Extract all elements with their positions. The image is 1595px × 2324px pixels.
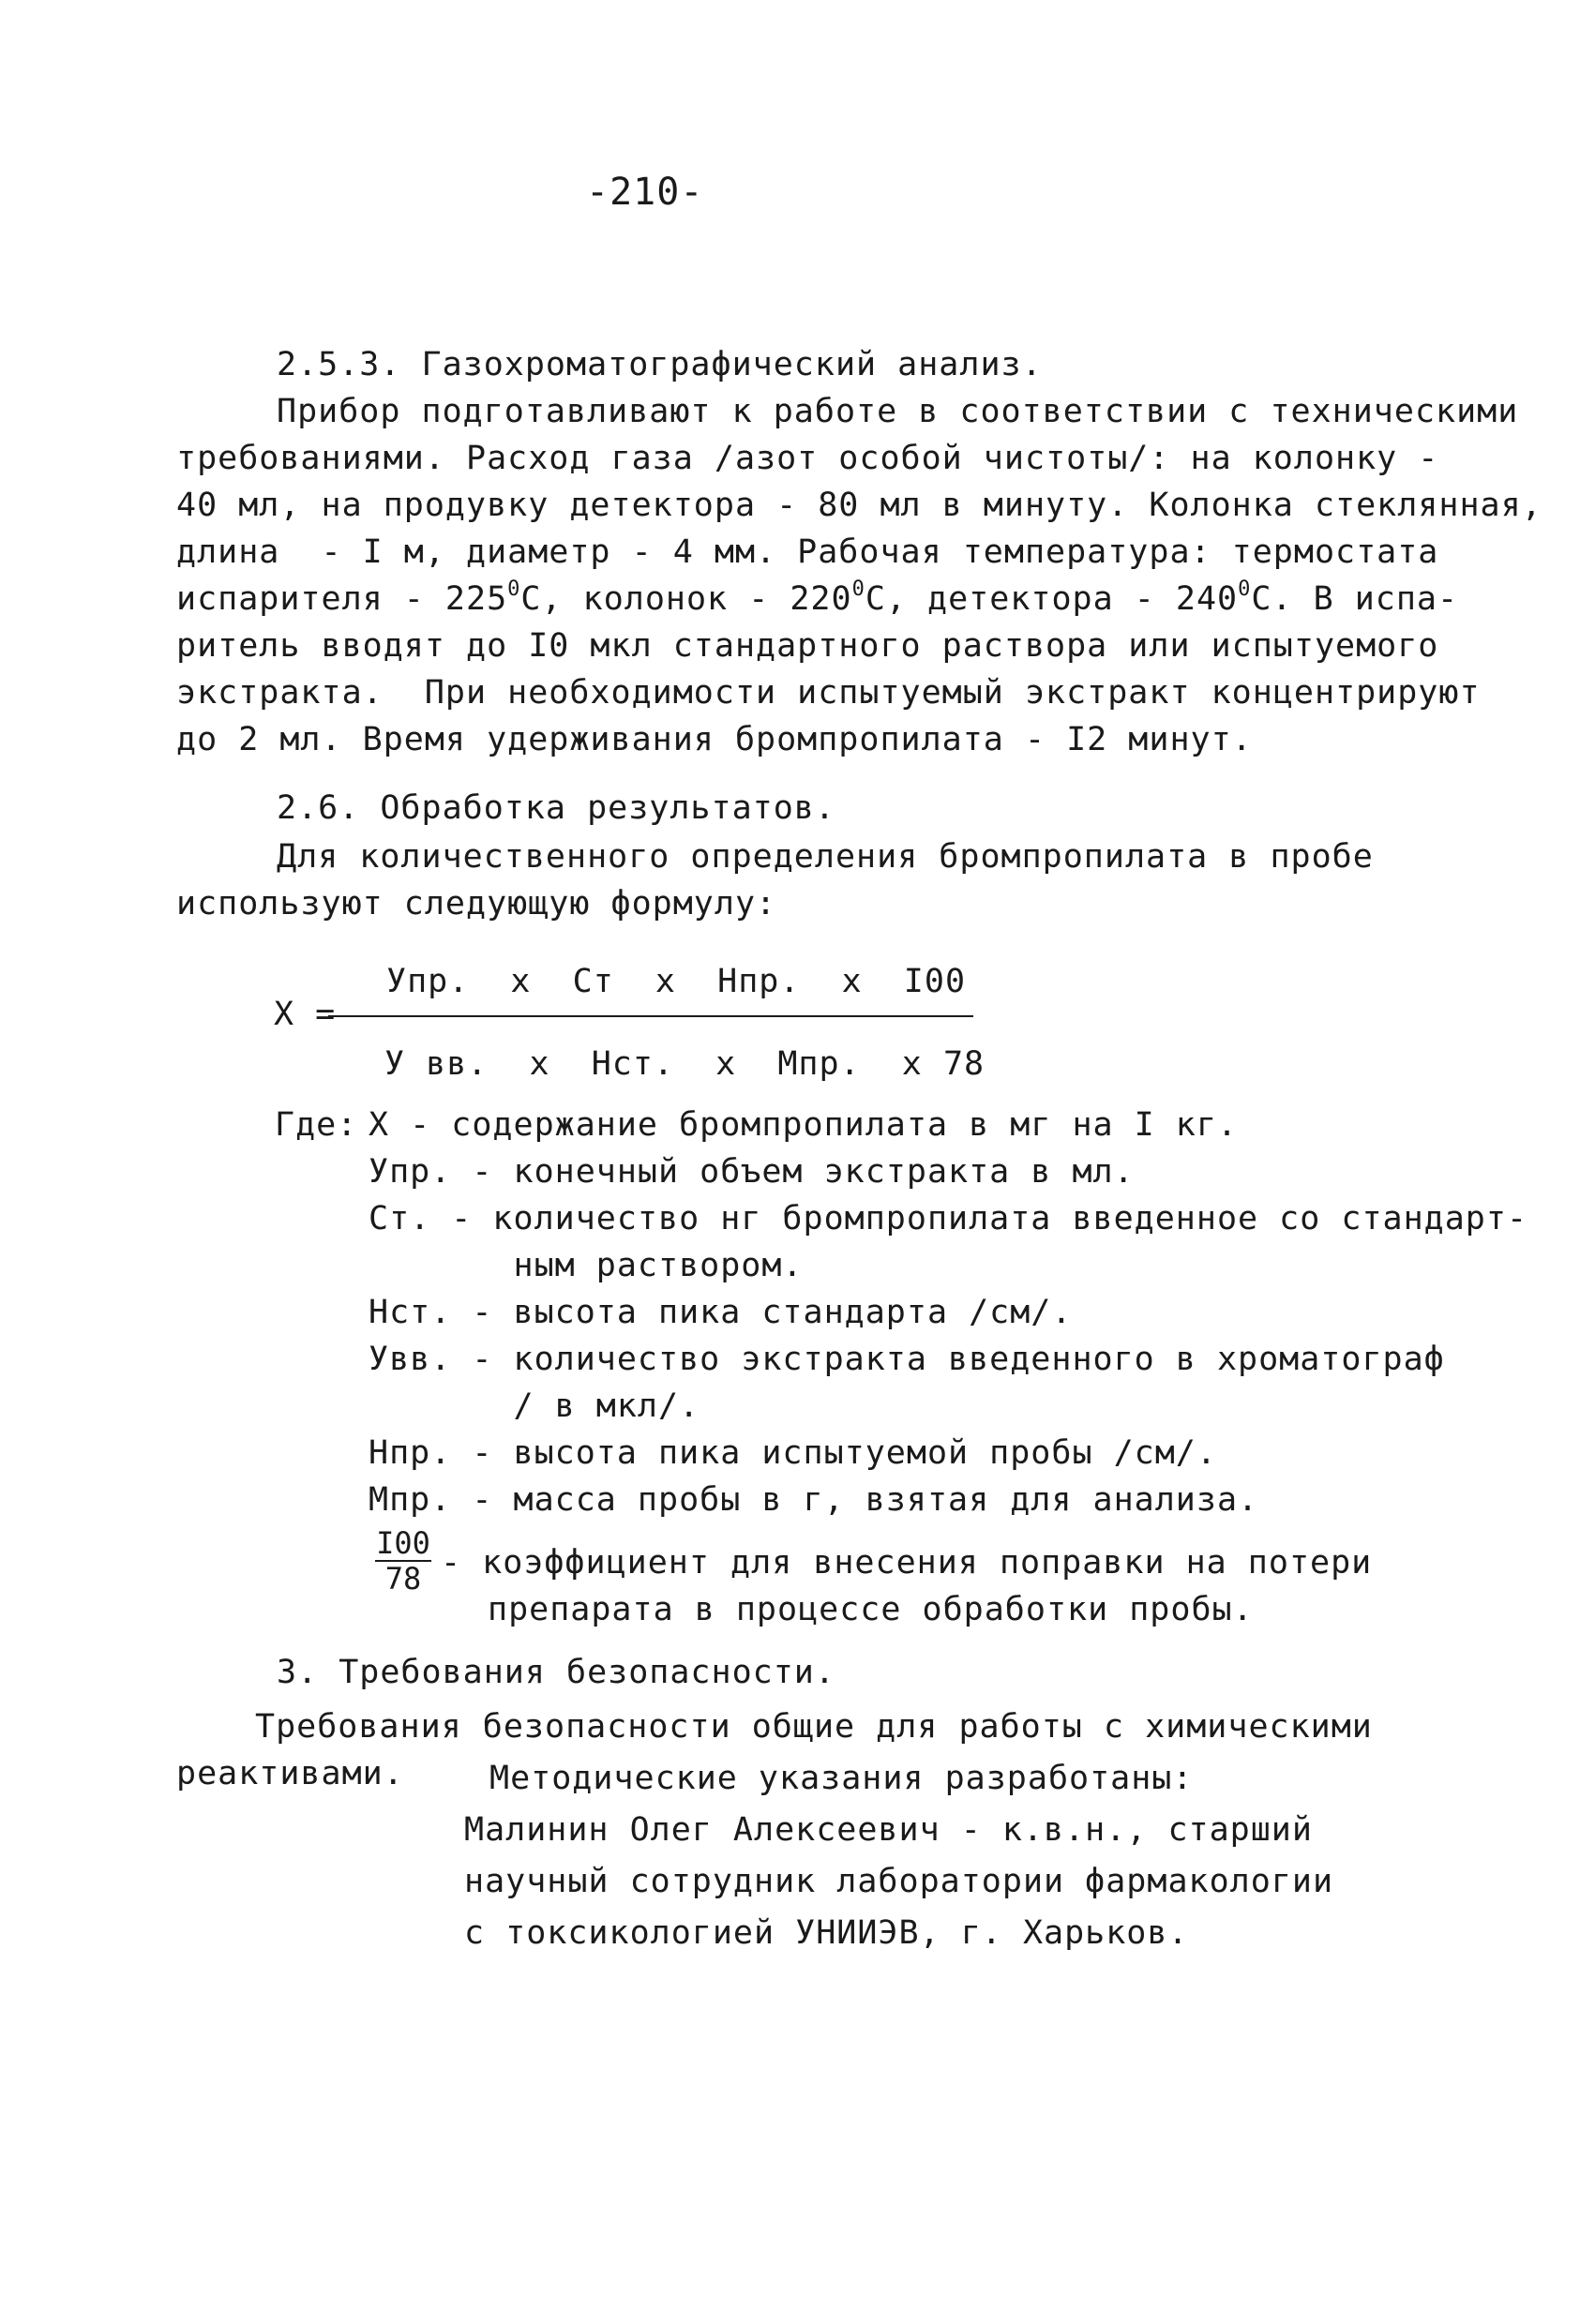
authors-line: Методические указания разработаны:	[489, 1760, 1194, 1797]
formula-numerator: Упр. x Ст x Нпр. x I00	[386, 963, 967, 1000]
legend-item: Нпр. - высота пика испытуемой пробы /см/.	[369, 1434, 1217, 1472]
authors-line: с токсикологией УНИИЭВ, г. Харьков.	[464, 1914, 1189, 1952]
section-3-heading: 3. Требования безопасности.	[277, 1654, 835, 1691]
page-number: -210-	[586, 171, 704, 214]
paragraph-line: ритель вводят до I0 мкл стандартного раствора или испытуемого	[176, 627, 1439, 665]
legend-item: препарата в процессе обработки пробы.	[488, 1591, 1254, 1628]
legend-item: Ст. - количество нг бромпропилата введенное со стандарт-	[369, 1200, 1528, 1237]
paragraph-line: Требования безопасности общие для работы с химическими	[255, 1708, 1373, 1746]
paragraph-line: Для количественного определения бромпропилата в пробе	[277, 838, 1374, 876]
legend-item: Нст. - высота пика стандарта /см/.	[369, 1294, 1073, 1331]
legend-item: ным раствором.	[369, 1247, 804, 1284]
legend-item: - коэффициент для внесения поправки на потери	[441, 1544, 1373, 1582]
paragraph-line: экстракта. При необходимости испытуемый экстракт концентрируют	[176, 674, 1481, 712]
legend-item: Упр. - конечный объем экстракта в мл.	[369, 1153, 1135, 1191]
legend-item: / в мкл/.	[369, 1387, 700, 1425]
paragraph-line: 40 мл, на продувку детектора - 80 мл в минуту. Колонка стеклянная,	[176, 487, 1542, 524]
paragraph-line: Прибор подготавливают к работе в соответствии с техническими	[277, 393, 1519, 430]
where-label: Где:	[275, 1106, 358, 1144]
paragraph-line: требованиями. Расход газа /азот особой чистоты/: на колонку -	[176, 440, 1439, 477]
coefficient-denominator: 78	[384, 1561, 422, 1597]
paragraph-line-temperatures: испарителя - $225^0С$, колонок - $220^0С$, детектора - $240^0С$. В испа-	[176, 577, 1459, 618]
paragraph-line: используют следующую формулу:	[176, 885, 777, 922]
paragraph-line: длина - I м, диаметр - 4 мм. Рабочая температура: термостата	[176, 533, 1439, 571]
legend-item: Увв. - количество экстракта введенного в хроматограф	[369, 1341, 1445, 1378]
coefficient-fraction	[375, 1525, 431, 1597]
fraction-bar	[328, 1015, 973, 1017]
section-26-heading: 2.6. Обработка результатов.	[277, 789, 835, 827]
paragraph-line: реактивами.	[176, 1755, 404, 1792]
formula-denominator: У вв. x Нст. x Мпр. x 78	[384, 1045, 986, 1083]
paragraph-line: до 2 мл. Время удерживания бромпропилата - I2 минут.	[176, 721, 1253, 758]
authors-line: Малинин Олег Алексеевич - к.в.н., старший	[464, 1811, 1313, 1849]
authors-line: научный сотрудник лаборатории фармакологии	[464, 1863, 1334, 1900]
section-253-heading: 2.5.3. Газохроматографический анализ.	[277, 346, 1043, 383]
formula-lhs: X =	[274, 996, 337, 1033]
where-x-line: X - содержание бромпропилата в мг на I кг.	[369, 1106, 1239, 1144]
legend-item: Мпр. - масса пробы в г, взятая для анализа.	[369, 1481, 1259, 1519]
coefficient-numerator: I00	[376, 1525, 430, 1561]
